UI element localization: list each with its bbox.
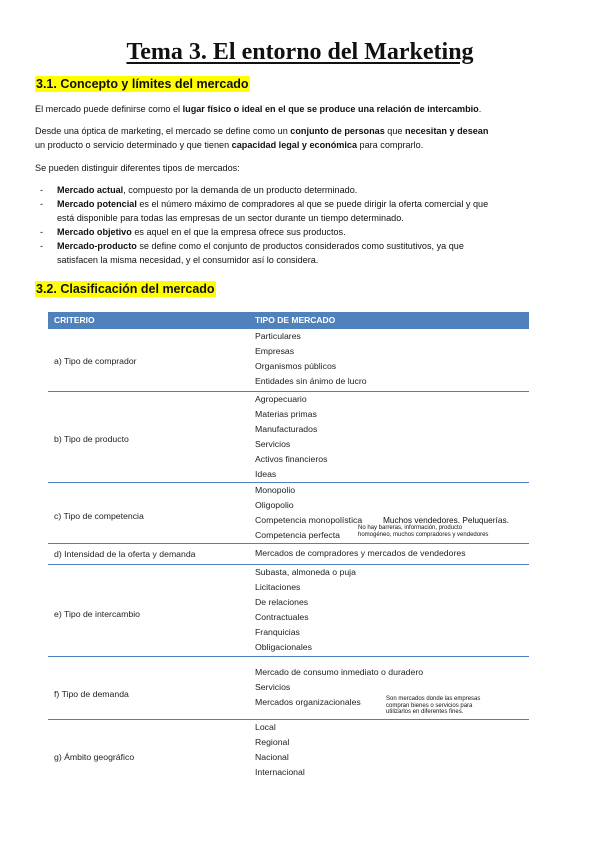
tipo-item: Empresas [255, 346, 295, 356]
paragraph-definition: El mercado puede definirse como el lugar físico o ideal en el que se produce una relación de intercambio. [35, 104, 482, 114]
tipo-item: Entidades sin ánimo de lucro [255, 376, 367, 386]
classification-table [48, 312, 529, 786]
criterio-cell: c) Tipo de competencia [54, 511, 144, 521]
tipo-item: Licitaciones [255, 582, 301, 592]
tipo-item: De relaciones [255, 597, 309, 607]
tipo-item: Particulares [255, 331, 301, 341]
bullet-mercado-producto: - Mercado-producto se define como el conjunto de productos considerados como sustitutivos, ya que [40, 241, 464, 251]
tipo-item: Local [255, 722, 276, 732]
tipo-item: Franquicias [255, 627, 300, 637]
table-row [48, 720, 529, 782]
tipo-item: Contractuales [255, 612, 309, 622]
note-monopolistica: Muchos vendedores. Peluquerías. [383, 515, 509, 525]
tipo-item: Manufacturados [255, 424, 318, 434]
tipo-item: Materias primas [255, 409, 317, 419]
bullet-mercado-potencial-cont: está disponible para todas las empresas de un sector durante un tiempo determinado. [57, 213, 404, 223]
paragraph-tipos: Se pueden distinguir diferentes tipos de mercados: [35, 163, 240, 173]
page-title: Tema 3. El entorno del Marketing [126, 39, 474, 65]
criterio-cell: d) Intensidad de la oferta y demanda [54, 549, 196, 559]
table-row [48, 483, 529, 544]
tipo-item: Organismos públicos [255, 361, 337, 371]
bullet-mercado-actual: - Mercado actual, compuesto por la demanda de un producto determinado. [40, 185, 358, 195]
criterio-cell: a) Tipo de comprador [54, 356, 137, 366]
section-heading-clasificacion: 3.2. Clasificación del mercado [36, 282, 215, 296]
tipo-item: Activos financieros [255, 454, 328, 464]
tipo-item: Monopolio [255, 485, 296, 495]
bullet-mercado-objetivo: - Mercado objetivo es aquel en el que la empresa ofrece sus productos. [40, 227, 346, 237]
tipo-item: Obligacionales [255, 642, 312, 652]
tipo-item: Nacional [255, 752, 289, 762]
table-row [48, 657, 529, 720]
paragraph-marketing-line2: un producto o servicio determinado y que tienen capacidad legal y económica para comprarlo. [35, 140, 424, 150]
tipo-item: Competencia monopolística [255, 515, 363, 525]
table-row [48, 392, 529, 483]
table-row [48, 565, 529, 657]
criterio-cell: f) Tipo de demanda [54, 689, 129, 699]
tipo-item: Competencia perfecta [255, 530, 340, 540]
tipo-item: Internacional [255, 767, 305, 777]
note-perfecta-line1: No hay barreras, información, producto [358, 525, 463, 531]
table-row [48, 544, 529, 565]
note-perfecta-line2: homogéneo, muchos compradores y vendedores [358, 531, 489, 538]
criterio-cell: e) Tipo de intercambio [54, 609, 140, 619]
tipo-item: Mercados de compradores y mercados de vendedores [255, 548, 466, 558]
tipo-item: Oligopolio [255, 500, 294, 510]
tipo-item: Mercado de consumo inmediato o duradero [255, 667, 424, 677]
tipo-item: Servicios [255, 439, 291, 449]
table-header [48, 312, 529, 329]
paragraph-marketing-line1: Desde una óptica de marketing, el mercado se define como un conjunto de personas que necesitan y desean [35, 126, 489, 136]
bullet-mercado-producto-cont: satisfacen la misma necesidad, y el consumidor así lo considera. [57, 255, 319, 265]
table-row [48, 329, 529, 392]
header-criterio: CRITERIO [54, 315, 95, 325]
tipo-item: Servicios [255, 682, 291, 692]
note-organizacionales-line1: Son mercados donde las empresas [386, 696, 481, 702]
tipo-item: Agropecuario [255, 394, 307, 404]
note-organizacionales-line2: compran bienes o servicios para [386, 702, 473, 709]
tipo-item: Ideas [255, 469, 277, 479]
bullet-mercado-potencial: - Mercado potencial es el número máximo de compradores al que se puede dirigir la oferta comercial y que [40, 199, 489, 209]
criterio-cell: g) Ámbito geográfico [54, 752, 135, 762]
tipo-item: Mercados organizacionales [255, 697, 361, 707]
criterio-cell: b) Tipo de producto [54, 434, 129, 444]
header-tipo-mercado: TIPO DE MERCADO [255, 315, 336, 325]
section-heading-concepto: 3.1. Concepto y límites del mercado [36, 77, 249, 91]
tipo-item: Regional [255, 737, 290, 747]
note-organizacionales-line3: utilizarlos en diferentes fines. [386, 709, 464, 716]
tipo-item: Subasta, almoneda o puja [255, 567, 356, 577]
